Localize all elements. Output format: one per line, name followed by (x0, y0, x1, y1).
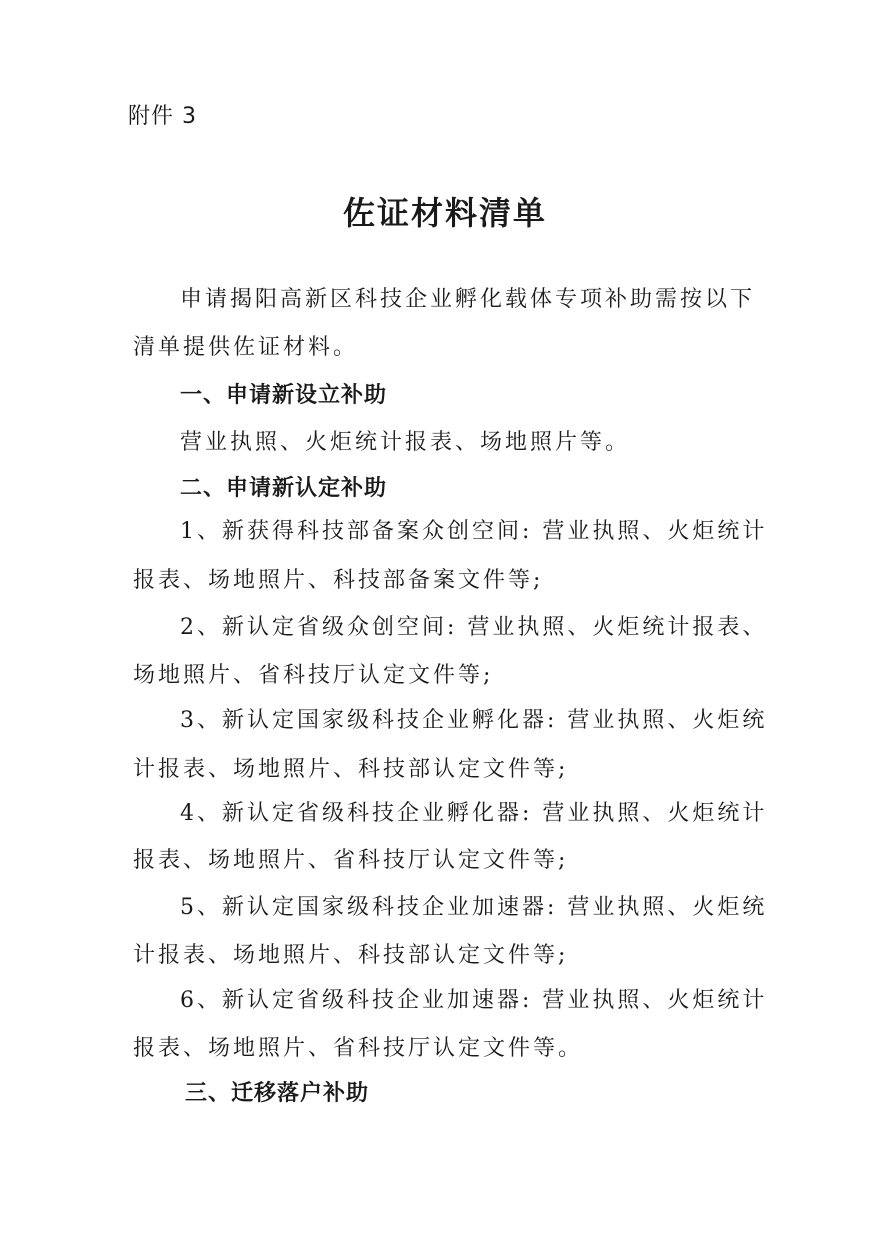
attachment-label: 附件 3 (128, 104, 197, 129)
list-item-4-line-2: 报表、场地照片、省科技厅认定文件等; (133, 848, 569, 873)
list-item-3-line-1: 3、新认定国家级科技企业孵化器: 营业执照、火炬统 (180, 708, 768, 733)
intro-line-1: 申请揭阳高新区科技企业孵化载体专项补助需按以下 (180, 287, 756, 312)
list-item-4-line-1: 4、新认定省级科技企业孵化器: 营业执照、火炬统计 (180, 801, 768, 826)
section-heading-3: 三、迁移落户补助 (185, 1081, 370, 1106)
list-item-6-line-1: 6、新认定省级科技企业加速器: 营业执照、火炬统计 (180, 988, 768, 1013)
list-item-5-line-2: 计报表、场地照片、科技部认定文件等; (133, 943, 569, 968)
list-item-1-line-2: 报表、场地照片、科技部备案文件等; (133, 568, 544, 593)
section-heading-1: 一、申请新设立补助 (180, 383, 388, 408)
list-item-2-line-1: 2、新认定省级众创空间: 营业执照、火炬统计报表、 (180, 615, 768, 640)
list-item-5-line-1: 5、新认定国家级科技企业加速器: 营业执照、火炬统 (180, 895, 768, 920)
intro-line-2: 清单提供佐证材料。 (133, 335, 359, 360)
page-title: 佐证材料清单 (342, 194, 547, 232)
list-item-3-line-2: 计报表、场地照片、科技部认定文件等; (133, 757, 569, 782)
list-item-1-line-1: 1、新获得科技部备案众创空间: 营业执照、火炬统计 (180, 519, 768, 544)
section-1-body: 营业执照、火炬统计报表、场地照片等。 (180, 430, 631, 455)
list-item-6-line-2: 报表、场地照片、省科技厅认定文件等。 (133, 1036, 584, 1061)
list-item-2-line-2: 场地照片、省科技厅认定文件等; (133, 663, 494, 688)
section-heading-2: 二、申请新认定补助 (180, 476, 388, 501)
